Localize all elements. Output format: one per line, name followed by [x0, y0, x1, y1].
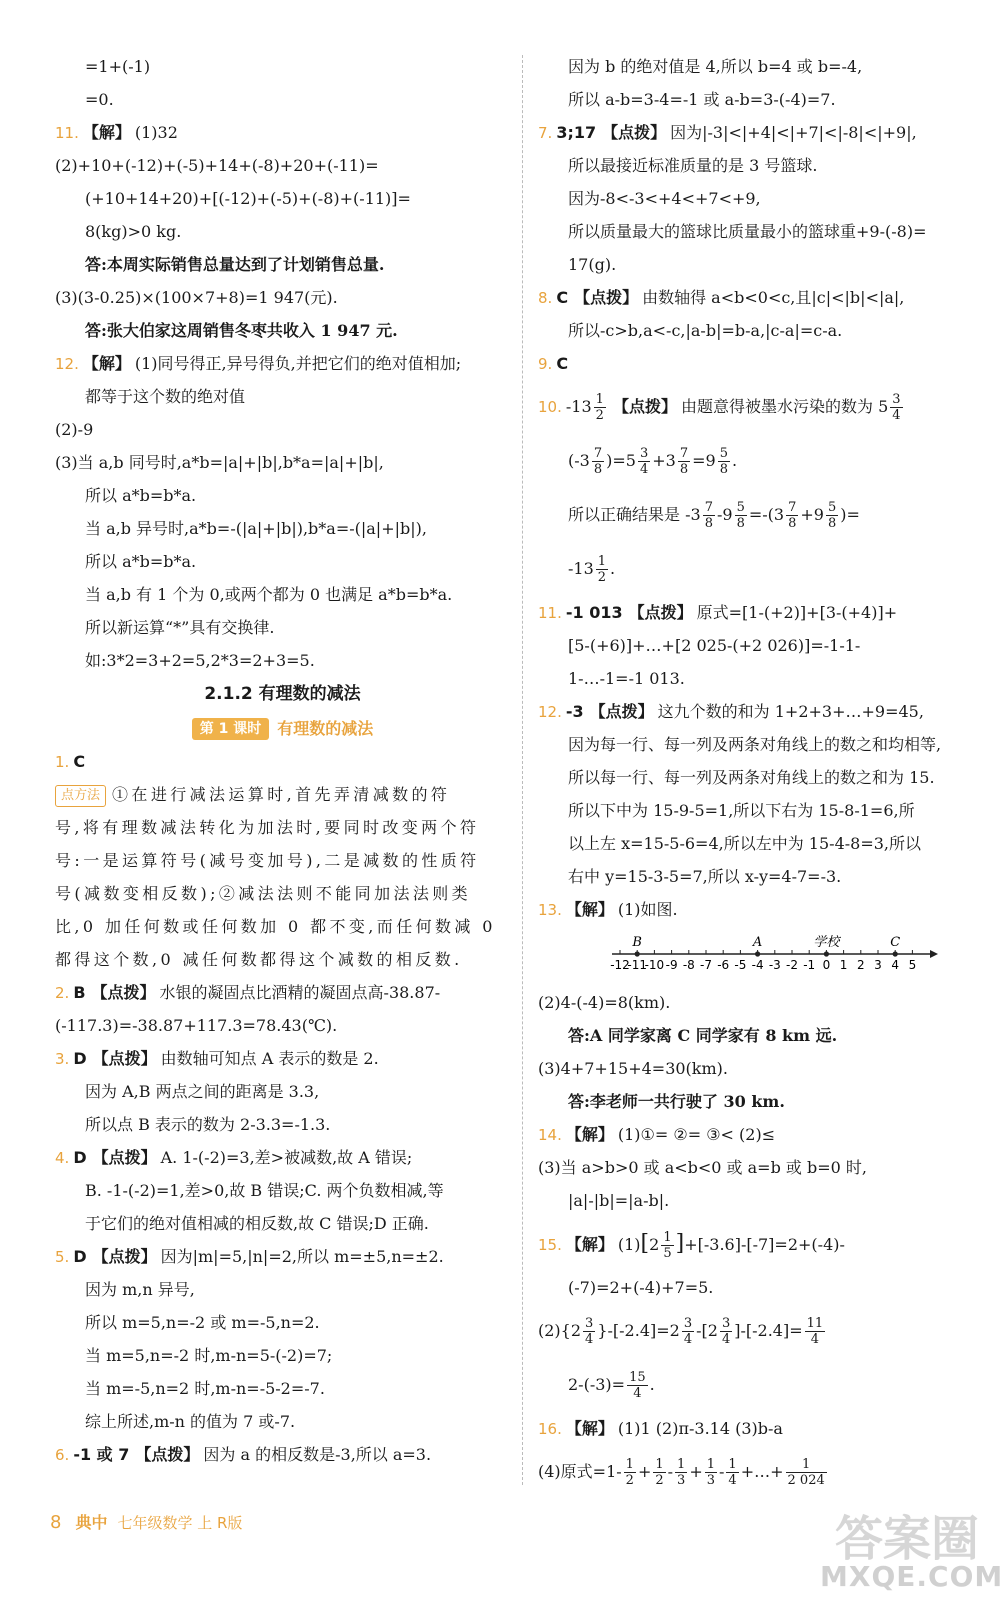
text-line — [55, 413, 510, 446]
tick-label: -4 — [751, 958, 764, 972]
solution-tag: 【解】 — [565, 1235, 614, 1254]
text-line — [55, 149, 510, 182]
question-number: 11. — [538, 604, 562, 622]
bracket: ] — [675, 1231, 685, 1256]
hint-tag: 【点拨】 — [91, 983, 156, 1002]
line-text: 所以每一行、每一列及两条对角线上的数之和为 15. — [568, 768, 935, 787]
line-text: 当 a,b 有 1 个为 0,或两个都为 0 也满足 a*b=b*a. — [85, 585, 453, 604]
question-10-line-4 — [538, 542, 988, 596]
text-line — [55, 83, 510, 116]
text-line — [538, 860, 988, 893]
fraction: $\frac{3}{4}$ — [683, 1316, 693, 1347]
fraction: $\frac{7}{8}$ — [679, 446, 689, 477]
text-line — [55, 446, 510, 479]
right-lines-c — [538, 986, 988, 1217]
fraction: $\frac{15}{4}$ — [629, 1370, 646, 1401]
hint-tag: 【解】 — [565, 900, 614, 919]
watermark-text: MXQE.COM — [820, 1560, 1004, 1593]
text: +…+ — [740, 1462, 784, 1481]
point-marker — [893, 951, 898, 956]
question-number: 11. — [55, 124, 79, 142]
hint-tag: 【点拨】 — [135, 1445, 200, 1464]
text-line — [538, 1085, 988, 1118]
line-text: 水银的凝固点比酒精的凝固点高-38.87- — [159, 983, 441, 1002]
answer: -1 或 7 — [73, 1445, 130, 1464]
question-number: 5. — [55, 1248, 70, 1266]
text: 2-(-3)= — [568, 1375, 626, 1394]
tick-label: 4 — [891, 958, 900, 972]
line-text: 右中 y=15-3-5=7,所以 x-y=4-7=-3. — [568, 867, 842, 886]
question-16-line-1 — [538, 1412, 988, 1445]
text-line — [538, 1052, 988, 1085]
text: + — [689, 1462, 703, 1481]
tick-label: -2 — [786, 958, 798, 972]
hint-tag: 【点拨】 — [628, 603, 693, 622]
book-title: 七年级数学 上 R版 — [117, 1514, 243, 1532]
question-number: 14. — [538, 1126, 562, 1144]
text-line — [55, 116, 510, 149]
method-text: 比,0 加任何数或任何数加 0 都不变,而任何数减 0 — [55, 917, 496, 936]
line-text: 所以 m=5,n=-2 或 m=-5,n=2. — [85, 1313, 320, 1332]
line-text: (2)4-(-4)=8(km). — [538, 993, 671, 1012]
text-line — [538, 761, 988, 794]
tick-label: -6 — [717, 958, 730, 972]
hint-tag: 【点拨】 — [574, 288, 639, 307]
question-10-line-2 — [538, 434, 988, 488]
fraction: $\frac{3}{4}$ — [585, 1316, 594, 1347]
lesson-header — [55, 711, 510, 745]
text-line — [55, 976, 510, 1009]
line-text: 当 a,b 异号时,a*b=-(|a|+|b|),b*a=-(|a|+|b|), — [85, 519, 427, 538]
text: )=5 — [606, 451, 636, 470]
line-text: 由数轴得 a<b<0<c,且|c|<|b|<|a|, — [642, 288, 905, 307]
hint-tag: 【点拨】 — [92, 1247, 157, 1266]
text: - — [667, 1462, 674, 1481]
text: 所以正确结果是 -3 — [568, 505, 701, 524]
text-line — [538, 662, 988, 695]
tick-label: -5 — [734, 958, 747, 972]
question-number: 1. — [55, 753, 70, 771]
text-line — [55, 248, 510, 281]
fraction: $\frac{11}{4}$ — [806, 1316, 824, 1347]
question-15-line-4 — [538, 1358, 988, 1412]
hint-tag: 【点拨】 — [602, 123, 667, 142]
line-text: =1+(-1) — [85, 57, 151, 76]
fraction: $\frac{5}{8}$ — [827, 500, 837, 531]
tick-label: 3 — [874, 958, 882, 972]
line-text: 因为 b 的绝对值是 4,所以 b=4 或 b=-4, — [568, 57, 863, 76]
line-text: A. 1-(-2)=3,差>被减数,故 A 错误; — [160, 1148, 413, 1167]
answer: B — [73, 983, 86, 1002]
line-text: 因为|m|=5,|n|=2,所以 m=±5,n=±2. — [160, 1247, 444, 1266]
method-text: 号(减数变相反数);②减法法则不能同加法法则类 — [55, 884, 472, 903]
fraction: $\frac{7}{8}$ — [704, 500, 713, 531]
axis-arrow — [930, 950, 938, 958]
line-text: =0. — [85, 90, 114, 109]
answer: -3 — [565, 702, 584, 721]
text-line — [538, 596, 988, 629]
line-text: 这九个数的和为 1+2+3+…+9=45, — [657, 702, 924, 721]
text: (2){2 — [538, 1321, 582, 1340]
line-text: 当 m=5,n=-2 时,m-n=5-(-2)=7; — [85, 1346, 333, 1365]
question-number: 12. — [55, 355, 79, 373]
line-text: 于它们的绝对值相减的相反数,故 C 错误;D 正确. — [85, 1214, 429, 1233]
text: =-(3 — [748, 505, 785, 524]
answer: -1 013 — [565, 603, 623, 622]
hint-tag: 【解】 — [82, 123, 131, 142]
method-line — [55, 910, 510, 943]
watermark-seal: 答案圈 — [835, 1511, 980, 1567]
line-text: 答:张大伯家这周销售冬枣共收入 1 947 元. — [85, 321, 398, 340]
point-label: 学校 — [813, 935, 840, 950]
answer: D — [73, 1148, 87, 1167]
text: . — [610, 559, 616, 578]
text-line — [55, 611, 510, 644]
hint-tag: 【解】 — [565, 1125, 614, 1144]
line-text: (3)当 a>b>0 或 a<b<0 或 a=b 或 b=0 时, — [538, 1158, 868, 1177]
method-text: 号,将有理数减法转化为加法时,要同时改变两个符 — [55, 818, 480, 837]
line-text: (+10+14+20)+[(-12)+(-5)+(-8)+(-11)]= — [85, 189, 411, 208]
question-15-line-1 — [538, 1217, 988, 1271]
text-line — [55, 380, 510, 413]
line-text: 因为 A,B 两点之间的距离是 3.3, — [85, 1082, 320, 1101]
fraction: $\frac{1}{5}$ — [663, 1230, 672, 1261]
text: =9 — [692, 451, 716, 470]
line-text: 因为-8<-3<+4<+7<+9, — [568, 189, 761, 208]
fraction: $\frac{1}{2 024}$ — [787, 1457, 825, 1488]
question-number: 12. — [538, 703, 562, 721]
question-number: 7. — [538, 124, 553, 142]
solution-tag: 【解】 — [565, 1419, 614, 1438]
method-badge: 点方法 — [55, 785, 106, 807]
fraction: $\frac{5}{8}$ — [736, 500, 745, 531]
text-line — [538, 629, 988, 662]
text-line — [538, 986, 988, 1019]
text-line — [538, 728, 988, 761]
text: 2 — [649, 1235, 660, 1254]
line-text: (-117.3)=-38.87+117.3=78.43(℃). — [55, 1016, 338, 1035]
line-text: 8(kg)>0 kg. — [85, 222, 182, 241]
text: (4)原式=1- — [538, 1462, 622, 1481]
tick-label: -11 — [627, 958, 648, 972]
method-line — [55, 844, 510, 877]
line-text: (1)32 — [134, 123, 178, 142]
answer: -13 — [565, 397, 592, 416]
tick-label: 2 — [856, 958, 865, 972]
point-marker — [755, 951, 760, 956]
line-text: (3)(3-0.25)×(100×7+8)=1 947(元). — [55, 288, 338, 307]
hint-tag: 【解】 — [82, 354, 131, 373]
tick-label: -3 — [768, 958, 781, 972]
line-text: (2)+10+(-12)+(-5)+14+(-8)+20+(-11)= — [55, 156, 379, 175]
text-line — [55, 1042, 510, 1075]
fraction: $\frac{1}{3}$ — [706, 1457, 716, 1488]
right-lines-b — [538, 596, 988, 926]
line-text: (1)如图. — [617, 900, 678, 919]
text-line — [538, 281, 988, 314]
answer: C — [556, 354, 569, 373]
text-line — [538, 794, 988, 827]
text-line — [55, 1306, 510, 1339]
line-text: |a|-|b|=|a-b|. — [568, 1191, 670, 1210]
hint-tag: 【点拨】 — [92, 1049, 157, 1068]
hint-tag: 【点拨】 — [613, 397, 678, 416]
text-line — [538, 1151, 988, 1184]
text-line — [55, 1108, 510, 1141]
text: }-[-2.4]=2 — [597, 1321, 680, 1340]
text: (1)1 (2)π-3.14 (3)b-a — [617, 1419, 783, 1438]
question-number: 8. — [538, 289, 553, 307]
text: 由题意得被墨水污染的数为 5 — [681, 397, 889, 416]
text: -[2 — [696, 1321, 718, 1340]
line-text: 如:3*2=3+2=5,2*3=2+3=5. — [85, 651, 315, 670]
answer: 3;17 — [556, 123, 597, 142]
text-line — [538, 827, 988, 860]
line-text: 因为|-3|<|+4|<|+7|<|-8|<|+9|, — [670, 123, 917, 142]
point-label: C — [890, 935, 901, 950]
question-number: 15. — [538, 1236, 562, 1254]
text-line — [538, 182, 988, 215]
answer: C — [556, 288, 569, 307]
question-number: 4. — [55, 1149, 70, 1167]
line-text: 都等于这个数的绝对值 — [85, 387, 246, 406]
text-line — [55, 479, 510, 512]
method-text: 都得这个数,0 减任何数都得这个减数的相反数. — [55, 950, 463, 969]
text-line — [55, 1240, 510, 1273]
text: +[-3.6]-[-7]=2+(-4)- — [684, 1235, 845, 1254]
line-text: 由数轴可知点 A 表示的数是 2. — [160, 1049, 379, 1068]
text-line — [538, 50, 988, 83]
text-line — [538, 116, 988, 149]
text-line — [538, 248, 988, 281]
tick-label: -9 — [665, 958, 678, 972]
fraction: $\frac{1}{2}$ — [655, 1457, 664, 1488]
line-text: 所以新运算“*”具有交换律. — [85, 618, 275, 637]
text-line — [55, 1372, 510, 1405]
text-line — [538, 1019, 988, 1052]
method-block — [55, 778, 510, 976]
lesson-title: 有理数的减法 — [277, 718, 374, 738]
question-number: 3. — [55, 1050, 70, 1068]
point-marker — [824, 951, 829, 956]
text-line — [55, 182, 510, 215]
text: -9 — [716, 505, 733, 524]
text-line — [55, 314, 510, 347]
line-text: (2)-9 — [55, 420, 94, 439]
text-line — [538, 149, 988, 182]
question-number: 6. — [55, 1446, 70, 1464]
question-number: 16. — [538, 1420, 562, 1438]
text-line — [55, 1438, 510, 1471]
left-column — [55, 50, 510, 1471]
bracket: [ — [640, 1231, 650, 1256]
method-line — [55, 811, 510, 844]
text-line — [55, 50, 510, 83]
question-number: 2. — [55, 984, 70, 1002]
text-line — [55, 215, 510, 248]
line-text: 综上所述,m-n 的值为 7 或-7. — [85, 1412, 296, 1431]
text-line — [538, 893, 988, 926]
text: . — [649, 1375, 655, 1394]
line-text: 答:本周实际销售总量达到了计划销售总量. — [85, 255, 385, 274]
text-line — [55, 1339, 510, 1372]
text: +9 — [800, 505, 824, 524]
tick-label: -8 — [682, 958, 695, 972]
fraction: $\frac{3}{4}$ — [639, 446, 649, 477]
method-text: 号:一是运算符号(减号变加号),二是减数的性质符 — [55, 851, 480, 870]
text-line — [538, 1118, 988, 1151]
fraction: $\frac{3}{4}$ — [721, 1316, 731, 1347]
tick-label: -7 — [700, 958, 712, 972]
text-line — [55, 1174, 510, 1207]
tick-label: 0 — [822, 958, 831, 972]
text-line — [55, 347, 510, 380]
line-text: 所以-c>b,a<-c,|a-b|=b-a,|c-a|=c-a. — [568, 321, 843, 340]
line-text: 以上左 x=15-5-6=4,所以左中为 15-4-8=3,所以 — [568, 834, 922, 853]
method-line — [55, 943, 510, 976]
fraction: $\frac{7}{8}$ — [593, 446, 603, 477]
line-text: 因为 a 的相反数是-3,所以 a=3. — [203, 1445, 432, 1464]
question-number: 9. — [538, 355, 553, 373]
question-15-line-3 — [538, 1304, 988, 1358]
fraction: $\frac{1}{2}$ — [597, 554, 607, 585]
text-line — [538, 314, 988, 347]
text: ]-[-2.4]= — [734, 1321, 803, 1340]
line-text: 17(g). — [568, 255, 617, 274]
text-line — [55, 512, 510, 545]
line-text: 所以下中为 15-9-5=1,所以下右为 15-8-1=6,所 — [568, 801, 915, 820]
text-line — [55, 1141, 510, 1174]
lesson-badge: 第 1 课时 — [192, 718, 270, 740]
line-text: (3)4+7+15+4=30(km). — [538, 1059, 728, 1078]
fraction: $\frac{1}{3}$ — [677, 1457, 686, 1488]
line-text: 1-…-1=-1 013. — [568, 669, 685, 688]
text-line — [538, 347, 988, 380]
question-number: 13. — [538, 901, 562, 919]
text: . — [731, 451, 738, 470]
point-label: A — [752, 935, 763, 950]
left-lines-top — [55, 50, 510, 677]
question-15-line-2: (-7)=2+(-4)+7=5. — [568, 1278, 714, 1297]
tick-label: -10 — [644, 958, 665, 972]
text-line — [538, 1184, 988, 1217]
text-line — [538, 215, 988, 248]
line-text: 所以最接近标准质量的是 3 号篮球. — [568, 156, 818, 175]
answer: C — [73, 752, 86, 771]
line-text: (1)①= ②= ③< (2)≤ — [617, 1125, 776, 1144]
question-number: 10. — [538, 398, 562, 416]
number-line — [608, 926, 938, 986]
line-text: 所以 a-b=3-4=-1 或 a-b=3-(-4)=7. — [568, 90, 836, 109]
section-title: 2.1.2 有理数的减法 — [204, 684, 361, 704]
point-marker — [635, 951, 640, 956]
text: (-3 — [568, 451, 590, 470]
left-lines-bottom — [55, 976, 510, 1471]
text: +3 — [652, 451, 676, 470]
text-line — [55, 578, 510, 611]
text-line — [55, 1273, 510, 1306]
text: -13 — [568, 559, 594, 578]
fraction: $\frac{1}{2}$ — [595, 392, 604, 423]
method-text: ①在进行减法运算时,首先弄清减数的符 — [112, 785, 451, 804]
line-text: 所以质量最大的篮球比质量最小的篮球重+9-(-8)= — [568, 222, 927, 241]
number-line-figure — [538, 926, 988, 986]
column-divider — [522, 55, 523, 1485]
fraction: $\frac{7}{8}$ — [788, 500, 797, 531]
line-text: 因为 m,n 异号, — [85, 1280, 195, 1299]
text-line — [55, 1075, 510, 1108]
question-10-line-3 — [538, 488, 988, 542]
line-text: 当 m=-5,n=2 时,m-n=-5-2=-7. — [85, 1379, 325, 1398]
text-line — [538, 83, 988, 116]
text: (1) — [617, 1235, 641, 1254]
brand-logo: 典中 — [75, 1513, 108, 1532]
text: )= — [840, 505, 860, 524]
question-16-line-2 — [538, 1445, 988, 1499]
answer: D — [73, 1049, 87, 1068]
hint-tag: 【点拨】 — [92, 1148, 157, 1167]
line-text: B. -1-(-2)=1,差>0,故 B 错误;C. 两个负数相减,等 — [85, 1181, 444, 1200]
text: - — [719, 1462, 725, 1481]
fraction: $\frac{1}{4}$ — [728, 1457, 737, 1488]
text-line — [55, 1207, 510, 1240]
line-text: 答:李老师一共行驶了 30 km. — [568, 1092, 785, 1111]
page-number: 8 — [50, 1512, 62, 1533]
tick-label: -1 — [803, 958, 816, 972]
question-10-line-1 — [538, 380, 988, 434]
text-line — [538, 695, 988, 728]
text-line — [55, 545, 510, 578]
line-text: [5-(+6)]+…+[2 025-(+2 026)]=-1-1- — [568, 636, 861, 655]
text-line — [55, 1405, 510, 1438]
text: + — [637, 1462, 652, 1481]
page-footer — [50, 1505, 242, 1541]
tick-label: 5 — [908, 958, 917, 972]
right-column — [538, 50, 988, 1499]
point-label: B — [632, 935, 642, 950]
tick-label: 1 — [839, 958, 848, 972]
line-text: 所以 a*b=b*a. — [85, 552, 197, 571]
method-line — [55, 778, 510, 811]
tick-label: -12 — [610, 958, 630, 972]
line-text: 所以 a*b=b*a. — [85, 486, 197, 505]
text-line — [55, 281, 510, 314]
line-text: 因为每一行、每一列及两条对角线上的数之和均相等, — [568, 735, 942, 754]
text-line — [55, 644, 510, 677]
fraction: $\frac{1}{2}$ — [625, 1457, 634, 1488]
line-text: 所以点 B 表示的数为 2-3.3=-1.3. — [85, 1115, 331, 1134]
line-text: 答:A 同学家离 C 同学家有 8 km 远. — [568, 1026, 838, 1045]
line-text: (3)当 a,b 同号时,a*b=|a|+|b|,b*a=|a|+|b|, — [55, 453, 384, 472]
text-line — [55, 1009, 510, 1042]
fraction: $\frac{3}{4}$ — [892, 392, 901, 423]
fraction: $\frac{5}{8}$ — [719, 446, 728, 477]
right-lines-a — [538, 50, 988, 380]
line-text: 原式=[1-(+2)]+[3-(+4)]+ — [696, 603, 898, 622]
question-1 — [55, 745, 510, 778]
method-line — [55, 877, 510, 910]
hint-tag: 【点拨】 — [589, 702, 654, 721]
answer: D — [73, 1247, 87, 1266]
line-text: (1)同号得正,异号得负,并把它们的绝对值相加; — [134, 354, 462, 373]
